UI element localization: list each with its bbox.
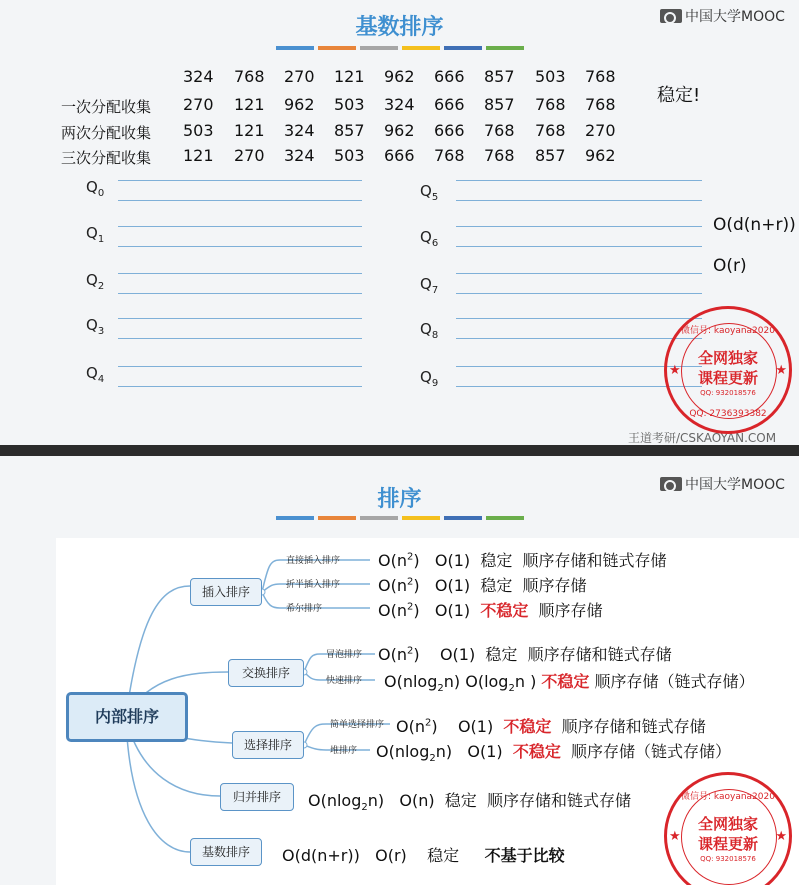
star-icon: ★ — [775, 363, 787, 378]
color-stripe — [360, 46, 398, 50]
row-shell: $O(n^2)$ O(1) 不稳定 顺序存储 — [378, 601, 603, 620]
table-cell: 857 — [484, 95, 515, 114]
table-cell: 121 — [234, 95, 265, 114]
leaf-quick: 快速排序 — [326, 676, 363, 686]
root-node: 内部排序 — [66, 692, 188, 742]
table-cell: 962 — [384, 121, 415, 140]
table-cell: 324 — [183, 67, 214, 86]
queue-line — [118, 200, 362, 201]
table-cell: 857 — [484, 67, 515, 86]
queue-label: $Q_8$ — [420, 320, 439, 341]
queue-line — [456, 226, 702, 227]
color-stripe — [402, 46, 440, 50]
table-cell: 768 — [484, 146, 515, 165]
table-cell: 270 — [585, 121, 616, 140]
queue-line — [456, 338, 702, 339]
mooc-logo: 中国大学MOOC — [660, 6, 785, 26]
table-cell: 503 — [535, 67, 566, 86]
row-merge: O(nlog$_2$n) O(n) 稳定 顺序存储和链式存储 — [308, 791, 631, 814]
table-cell: 121 — [234, 121, 265, 140]
table-cell: 962 — [585, 146, 616, 165]
queue-label: $Q_9$ — [420, 368, 439, 389]
queue-label: $Q_4$ — [86, 364, 105, 385]
promo-stamp: 微信号: kaoyana2020 全网独家 课程更新 QQ: 932018576 ★ ★ — [664, 772, 792, 885]
table-cell: 962 — [384, 67, 415, 86]
star-icon: ★ — [775, 829, 787, 844]
table-cell: 324 — [284, 121, 315, 140]
queue-label: $Q_3$ — [86, 316, 105, 337]
color-stripe — [276, 46, 314, 50]
queue-line — [118, 293, 362, 294]
table-cell: 666 — [384, 146, 415, 165]
queue-line — [118, 273, 362, 274]
leaf-bubble: 冒泡排序 — [326, 650, 363, 660]
row-label: 一次分配收集 — [61, 98, 152, 116]
star-icon: ★ — [669, 363, 681, 378]
table-cell: 666 — [434, 95, 465, 114]
table-cell: 768 — [535, 95, 566, 114]
category-insert-sort: 插入排序 — [190, 578, 262, 606]
row-label: 三次分配收集 — [61, 149, 152, 167]
row-heap: O(nlog$_2$n) O(1) 不稳定 顺序存储（链式存储） — [376, 742, 732, 765]
table-cell: 768 — [434, 146, 465, 165]
table-cell: 503 — [334, 95, 365, 114]
table-cell: 324 — [284, 146, 315, 165]
leaf-heap: 堆排序 — [330, 746, 358, 756]
queue-line — [456, 246, 702, 247]
time-complexity: O(d(n+r)) — [713, 215, 796, 235]
stable-note: 稳定! — [657, 85, 701, 106]
table-cell: 270 — [284, 67, 315, 86]
table-cell: 962 — [284, 95, 315, 114]
queue-line — [118, 386, 362, 387]
table-cell: 121 — [334, 67, 365, 86]
queue-line — [456, 318, 702, 319]
table-cell: 270 — [234, 146, 265, 165]
queue-line — [118, 180, 362, 181]
queue-label: $Q_0$ — [86, 178, 105, 199]
queue-label: $Q_1$ — [86, 224, 105, 245]
category-merge-sort: 归并排序 — [220, 783, 294, 811]
watermark: 王道考研/CSKAOYAN.COM — [628, 431, 777, 445]
slide-title: 基数排序 — [355, 15, 444, 40]
table-cell: 666 — [434, 121, 465, 140]
row-direct-insert: $O(n^2)$ O(1) 稳定 顺序存储和链式存储 — [378, 551, 667, 570]
leaf-shell: 希尔排序 — [286, 604, 323, 614]
table-cell: 768 — [234, 67, 265, 86]
table-cell: 503 — [334, 146, 365, 165]
queue-line — [456, 180, 702, 181]
table-cell: 270 — [183, 95, 214, 114]
color-stripe — [444, 46, 482, 50]
table-cell: 666 — [434, 67, 465, 86]
mooc-logo: 中国大学MOOC — [660, 474, 785, 494]
star-icon: ★ — [669, 829, 681, 844]
color-stripe — [486, 46, 524, 50]
category-select-sort: 选择排序 — [232, 731, 304, 759]
row-binary-insert: $O(n^2)$ O(1) 稳定 顺序存储 — [378, 576, 587, 595]
table-cell: 768 — [484, 121, 515, 140]
space-complexity: O(r) — [713, 256, 747, 276]
table-cell: 768 — [585, 95, 616, 114]
queue-label: $Q_5$ — [420, 182, 439, 203]
queue-line — [118, 246, 362, 247]
table-cell: 768 — [585, 67, 616, 86]
queue-label: $Q_6$ — [420, 228, 439, 249]
row-bubble: $O(n^2)$ O(1) 稳定 顺序存储和链式存储 — [378, 645, 672, 664]
queue-label: $Q_2$ — [86, 271, 105, 292]
row-simple-select: $O(n^2)$ O(1) 不稳定 顺序存储和链式存储 — [396, 717, 706, 736]
slide-title: 排序 — [377, 487, 422, 512]
table-cell: 857 — [334, 121, 365, 140]
queue-line — [456, 273, 702, 274]
sorting-summary-slide — [0, 456, 799, 885]
queue-line — [456, 200, 702, 201]
table-cell: 768 — [535, 121, 566, 140]
queue-line — [118, 318, 362, 319]
row-radix: O(d(n+r)) O(r) 稳定 不基于比较 — [282, 846, 565, 865]
promo-stamp: 微信号: kaoyana2020 全网独家 课程更新 QQ: 932018576 QQ: 2736393382 ★ ★ — [664, 306, 792, 434]
table-cell: 121 — [183, 146, 214, 165]
leaf-binary-insert: 折半插入排序 — [286, 580, 341, 590]
table-cell: 857 — [535, 146, 566, 165]
color-stripe — [318, 46, 356, 50]
queue-line — [456, 293, 702, 294]
table-cell: 503 — [183, 121, 214, 140]
table-cell: 324 — [384, 95, 415, 114]
row-quick: O(nlog$_2$n) $O(\log_2n$ ) 不稳定 顺序存储（链式存储） — [384, 672, 755, 695]
queue-label: $Q_7$ — [420, 275, 439, 296]
queue-line — [118, 338, 362, 339]
queue-line — [118, 226, 362, 227]
leaf-simple-select: 简单选择排序 — [330, 720, 385, 730]
category-swap-sort: 交换排序 — [228, 659, 304, 687]
row-label: 两次分配收集 — [61, 124, 152, 142]
mooc-icon — [660, 9, 682, 23]
category-radix-sort: 基数排序 — [190, 838, 262, 866]
leaf-direct-insert: 直接插入排序 — [286, 556, 341, 566]
queue-line — [118, 366, 362, 367]
